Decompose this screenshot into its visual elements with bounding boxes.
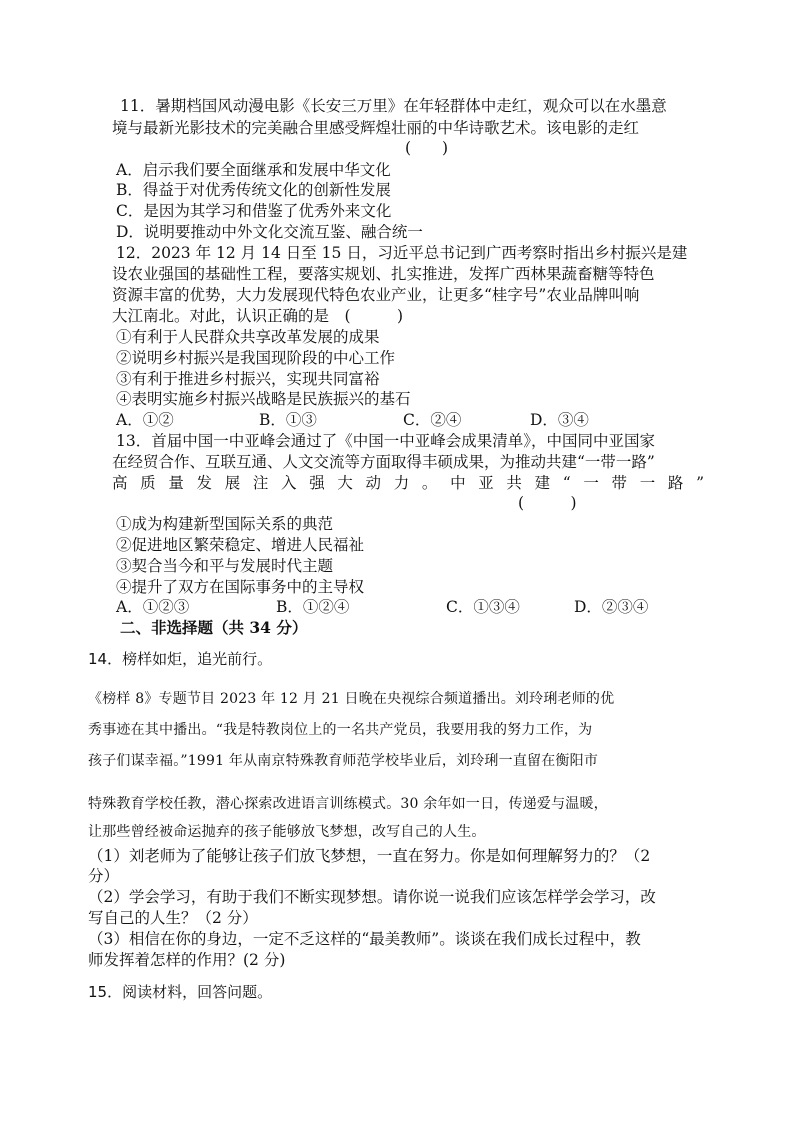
q14-part1-line1: （1）刘老师为了能够让孩子们放飞梦想，一直在努力。你是如何理解努力的？（2 <box>88 847 651 865</box>
q14-part3-line1: （3）相信在你的身边，一定不乏这样的“最美教师”。谈谈在我们成长过程中，教 <box>88 930 641 948</box>
q13-stem-line1: 13．首届中国一中亚峰会通过了《中国一中亚峰会成果清单》，中国同中亚国家 <box>116 432 655 450</box>
q11-option-a: A．启示我们要全面继承和发展中华文化 <box>116 161 391 179</box>
q13-option-b: B．①②④ <box>276 598 350 616</box>
q12-stem-line4: 大江南北。对此，认识正确的是 ( ) <box>112 307 404 325</box>
q11-answer-paren: ( ) <box>405 139 449 157</box>
q11-stem-line2: 境与最新光影技术的完美融合里感受辉煌壮丽的中华诗歌艺术。该电影的走红 <box>112 119 640 137</box>
q13-option-a: A．①②③ <box>116 598 190 616</box>
q14-material-line1: 《榜样 8》专题节目 2023 年 12 月 21 日晚在央视综合频道播出。刘玲琍老师的优 <box>88 691 615 707</box>
section-heading-non-choice: 二、非选择题（共 34 分） <box>120 618 308 637</box>
q13-statement-4: ④提升了双方在国际事务中的主导权 <box>116 578 365 596</box>
q14-material-line2: 秀事迹在其中播出。“我是特教岗位上的一名共产党员，我要用我的努力工作，为 <box>88 722 593 738</box>
q12-option-c: C．②④ <box>403 411 462 429</box>
q13-statement-2: ②促进地区繁荣稳定、增进人民福祉 <box>116 536 365 554</box>
q13-option-d: D．②③④ <box>574 598 649 616</box>
q14-part2-line2: 写自己的人生？（2 分） <box>88 909 258 927</box>
q14-part3-line2: 师发挥着怎样的作用？(2 分) <box>88 951 286 969</box>
q12-statement-1: ①有利于人民群众共享改革发展的成果 <box>116 328 380 346</box>
q11-stem-line1: 11．暑期档国风动漫电影《长安三万里》在年轻群体中走红，观众可以在水墨意 <box>120 97 667 115</box>
q12-statement-4: ④表明实施乡村振兴战略是民族振兴的基石 <box>116 390 411 408</box>
q14-part1-line2: 分） <box>88 867 120 885</box>
q14-title: 14．榜样如炬，追光前行。 <box>88 650 273 668</box>
q13-answer-paren: ( ) <box>518 494 577 512</box>
q12-statement-2: ②说明乡村振兴是我国现阶段的中心工作 <box>116 349 396 367</box>
q12-stem-line1: 12．2023 年 12 月 14 日至 15 日，习近平总书记到广西考察时指出乡村振兴是建 <box>116 244 688 262</box>
q12-statement-3: ③有利于推进乡村振兴，实现共同富裕 <box>116 370 380 388</box>
q14-material-line3: 孩子们谋幸福。”1991 年从南京特殊教育师范学校毕业后，刘玲琍一直留在衡阳市 <box>88 753 599 769</box>
q11-option-c: C．是因为其学习和借鉴了优秀外来文化 <box>116 202 392 220</box>
q13-option-c: C．①③④ <box>446 598 520 616</box>
q12-stem-line2: 设农业强国的基础性工程，要落实规划、扎实推进，发挥广西林果蔬畜糖等特色 <box>112 265 655 283</box>
q14-part2-line1: （2）学会学习，有助于我们不断实现梦想。请你说一说我们应该怎样学会学习，改 <box>88 888 656 906</box>
q15-title: 15．阅读材料，回答问题。 <box>88 983 273 1001</box>
q13-stem-line3: 高质量发展注入强大动力。中亚共建“一带一路” <box>112 474 704 492</box>
q11-option-b: B．得益于对优秀传统文化的创新性发展 <box>116 181 391 199</box>
q12-option-d: D．③④ <box>530 411 589 429</box>
q13-stem-line2: 在经贸合作、互联互通、人文交流等方面取得丰硕成果，为推动共建“一带一路” <box>112 453 655 471</box>
q12-option-b: B．①③ <box>259 411 317 429</box>
q11-option-d: D．说明要推动中外文化交流互鉴、融合统一 <box>116 223 423 241</box>
q12-stem-line3: 资源丰富的优势，大力发展现代特色农业产业，让更多“桂字号”农业品牌叫响 <box>112 286 640 304</box>
q14-material-line4: 特殊教育学校任教，潜心探索改进语言训练模式。30 余年如一日，传递爱与温暖， <box>88 796 608 812</box>
q14-material-line5: 让那些曾经被命运抛弃的孩子能够放飞梦想，改写自己的人生。 <box>88 824 486 840</box>
q12-option-a: A．①② <box>116 411 174 429</box>
q13-statement-1: ①成为构建新型国际关系的典范 <box>116 515 334 533</box>
q13-statement-3: ③契合当今和平与发展时代主题 <box>116 557 334 575</box>
